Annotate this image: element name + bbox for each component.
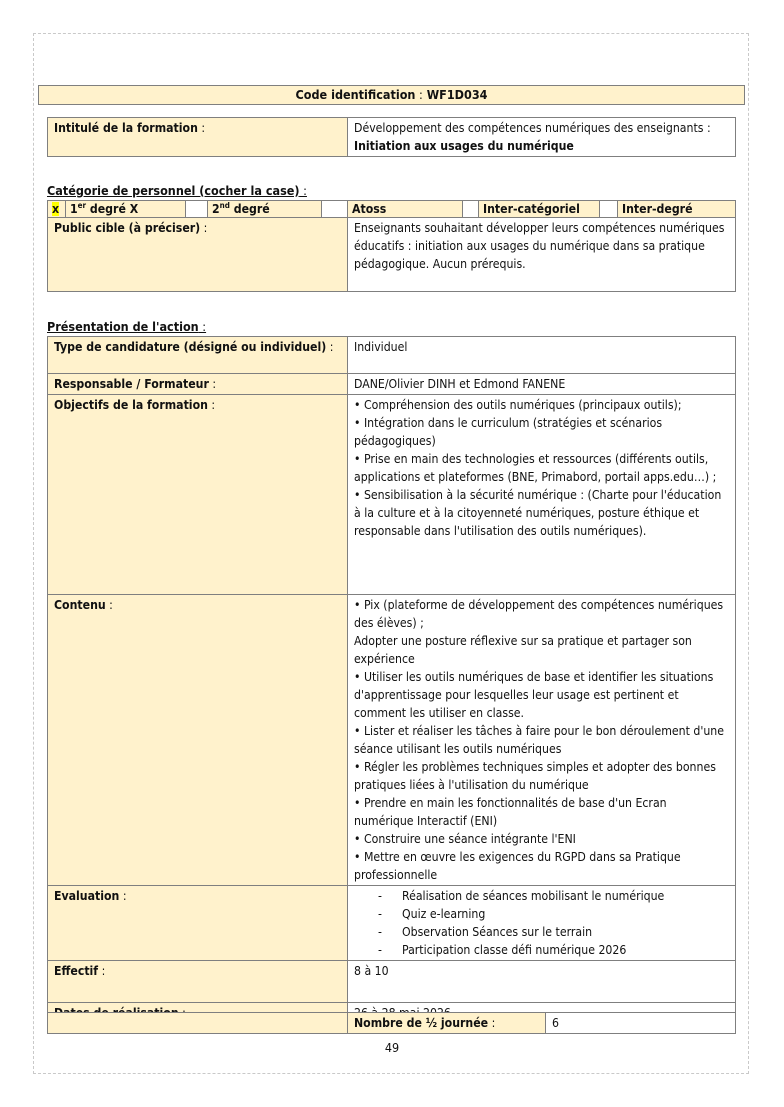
responsable-value: DANE/Olivier DINH et Edmond FANENE <box>348 374 736 395</box>
responsable-label: Responsable / Formateur : <box>48 374 348 395</box>
checkbox-inter-degre[interactable] <box>600 201 618 218</box>
effectif-value: 8 à 10 <box>348 961 736 1003</box>
contenu-item: • Lister et réaliser les tâches à faire pour le bon déroulement d'une séance utilisant les outils numériques <box>354 724 724 756</box>
code-value: WF1D034 <box>426 87 488 102</box>
demi-journees-label: Nombre de ½ journée : <box>348 1013 546 1034</box>
objectifs-label: Objectifs de la formation : <box>48 395 348 595</box>
code-identification: Code identification : WF1D034 <box>38 85 745 105</box>
contenu-item: Adopter une posture réflexive sur sa pratique et partager son expérience <box>354 634 692 666</box>
type-value: Individuel <box>348 337 736 374</box>
intitule-table <box>47 117 736 157</box>
evaluation-label: Evaluation : <box>48 886 348 961</box>
demi-journees-table <box>47 1012 736 1034</box>
contenu-item: • Pix (plateforme de développement des compétences numériques des élèves) ; <box>354 598 724 630</box>
checkbox-atoss[interactable] <box>322 201 348 218</box>
page-number: 49 <box>384 1040 400 1055</box>
presentation-title: Présentation de l'action : <box>47 319 207 334</box>
objectif-item: • Sensibilisation à la sécurité numérique : (Charte pour l'éducation à la culture et à la citoyenneté numériques, posture éthique et responsable dans l'utilisation des outils numériques). <box>354 488 722 538</box>
checkbox-premier-degre[interactable]: x <box>48 201 66 218</box>
code-label: Code identification <box>295 87 416 102</box>
public-table <box>47 217 736 292</box>
label-second-degre: 2nd degré <box>208 201 322 218</box>
contenu-value <box>348 595 736 886</box>
intitule-value: Développement des compétences numériques des enseignants : Initiation aux usages du numérique <box>348 118 736 157</box>
intitule-label: Intitulé de la formation : <box>48 118 348 157</box>
demi-journees-value: 6 <box>546 1013 736 1034</box>
contenu-item: • Régler les problèmes techniques simples et adopter des bonnes pratiques liées à l'utilisation du numérique <box>354 760 716 792</box>
objectif-item: • Prise en main des technologies et ressources (différents outils, applications et plateformes (BNE, Primabord, portail apps.edu…) ; <box>354 452 717 484</box>
public-label: Public cible (à préciser) : <box>48 218 348 292</box>
empty-cell <box>48 1013 348 1034</box>
checkbox-inter-categoriel[interactable] <box>463 201 479 218</box>
evaluation-item: - Participation classe défi numérique 2026 <box>378 941 729 959</box>
contenu-item: • Prendre en main les fonctionnalités de base d'un Ecran numérique Interactif (ENI) <box>354 796 667 828</box>
presentation-table <box>47 336 736 1024</box>
objectif-item: • Compréhension des outils numériques (principaux outils); <box>354 398 682 412</box>
contenu-item: • Utiliser les outils numériques de base et identifier les situations d'apprentissage pour lesquelles leur usage est pertinent et comment les utiliser en classe. <box>354 670 714 720</box>
label-premier-degre: 1er degré X <box>66 201 186 218</box>
categorie-title: Catégorie de personnel (cocher la case) : <box>47 183 307 198</box>
categorie-table <box>47 200 736 218</box>
objectifs-value <box>348 395 736 595</box>
evaluation-item: - Observation Séances sur le terrain <box>378 923 729 941</box>
evaluation-value <box>348 886 736 961</box>
label-inter-degre: Inter-degré <box>618 201 736 218</box>
public-value: Enseignants souhaitant développer leurs compétences numériques éducatifs : initiation aux usages du numérique dans sa pratique pédagogique. Aucun prérequis. <box>348 218 736 292</box>
checkbox-second-degre[interactable] <box>186 201 208 218</box>
contenu-label: Contenu : <box>48 595 348 886</box>
contenu-item: • Mettre en œuvre les exigences du RGPD dans sa Pratique professionnelle <box>354 850 681 882</box>
label-atoss: Atoss <box>348 201 463 218</box>
evaluation-item: - Quiz e-learning <box>378 905 729 923</box>
objectif-item: • Intégration dans le curriculum (stratégies et scénarios pédagogiques) <box>354 416 663 448</box>
label-inter-categoriel: Inter-catégoriel <box>479 201 600 218</box>
contenu-item: • Construire une séance intégrante l'ENI <box>354 832 576 846</box>
type-label: Type de candidature (désigné ou individuel) : <box>48 337 348 374</box>
effectif-label: Effectif : <box>48 961 348 1003</box>
evaluation-item: - Réalisation de séances mobilisant le numérique <box>378 887 729 905</box>
